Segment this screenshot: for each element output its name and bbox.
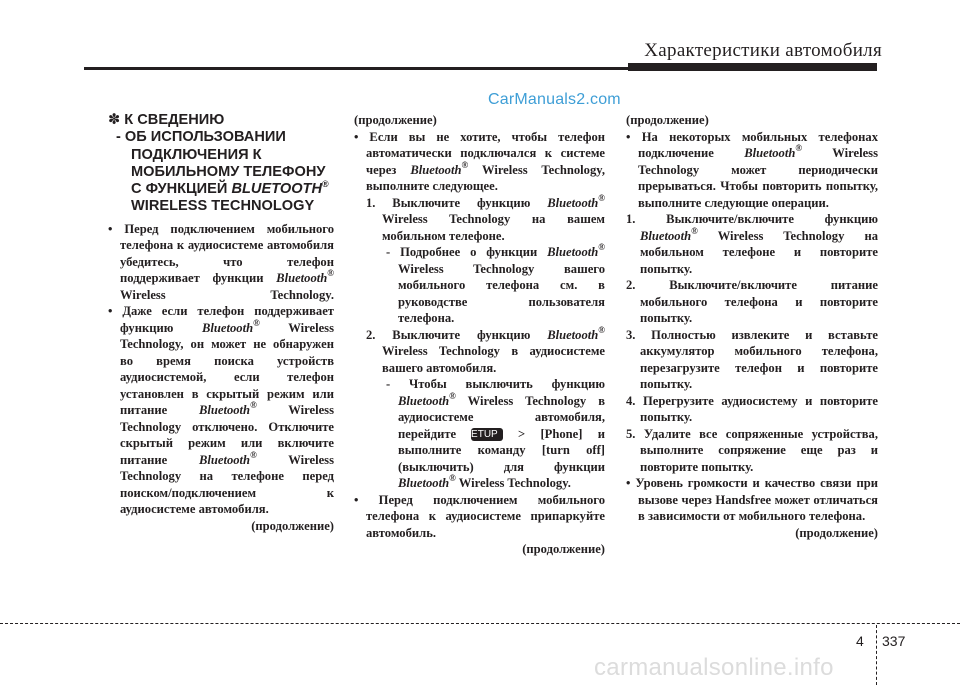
continued-label: (продолжение) xyxy=(251,518,334,533)
step-item: 1. Выключите функцию Bluetooth® Wireless Technology на вашем мобильном телефоне. xyxy=(366,192,606,243)
continued-label: (продолжение) xyxy=(795,525,878,540)
column-2 xyxy=(354,112,605,558)
column-3 xyxy=(626,112,878,541)
step-item: 4. Перегрузите аудиосистему и повторите попытку. xyxy=(626,393,878,424)
section-title: Характеристики автомобиля xyxy=(644,40,882,61)
chapter-number: 4 xyxy=(856,633,864,649)
step-detail: - Подробнее о функции Bluetooth® Wireless Technology вашего мобильного телефона см. в руководстве пользователя телефона. xyxy=(386,242,605,325)
watermark-bottom[interactable]: carmanualsonline.info xyxy=(594,654,834,681)
step-detail: - Чтобы выключить функцию Bluetooth® Wireless Technology в аудиосистеме автомобиля, перейдите SETUP > [Phone] и выполните команду [turn off] (выключить) для функции Bluetooth® Wireless Technology. xyxy=(386,377,606,490)
page-number: 337 xyxy=(882,633,906,649)
bullet-item: • Перед подключением мобильного телефона к аудиосистеме припаркуйте автомобиль. xyxy=(354,492,605,540)
header-rule xyxy=(84,67,877,70)
step-item: 3. Полностью извлеките и вставьте аккумулятор мобильного телефона, перезагрузите телефон и повторите попытку. xyxy=(626,327,878,391)
continued-label: (продолжение) xyxy=(522,542,605,556)
bullet-item: • Уровень громкости и качество связи при вызове через Handsfree может отличаться в зависимости от мобильного телефона. xyxy=(626,476,878,523)
bullet-item: • Даже если телефон поддерживает функцию Bluetooth® Wireless Technology, он может не обнаружен во время поиска устройств аудиосистемой, если телефон установлен в скрытый режим или питание Bluetooth® Wireless Technology отключено. Отключите скрытый режим или включите питание Bluetooth® Wireless Technology на телефоне перед поиском/подключением к аудиосистеме автомобиля. xyxy=(108,304,334,517)
note-heading: ✽ К СВЕДЕНИЮ - ОБ ИСПОЛЬЗОВАНИИ ПОДКЛЮЧЕНИЯ К МОБИЛЬНОМУ ТЕЛЕФОНУ С ФУНКЦИЕЙ BLUETOOTH® WIRELESS TECHNOLOGY xyxy=(108,112,329,215)
continued-label: (продолжение) xyxy=(354,113,437,127)
bullet-item: • На некоторых мобильных телефонах подключение Bluetooth® Wireless Technology может периодически прерываться. Чтобы повторить попытку, выполните следующие операции. xyxy=(626,129,878,210)
page-separator xyxy=(876,625,877,685)
column-1 xyxy=(108,112,334,534)
step-item: 2. Выключите/включите питание мобильного телефона и повторите попытку. xyxy=(626,278,878,325)
step-item: 5. Удалите все сопряженные устройства, выполните сопряжение еще раз и повторите попытку. xyxy=(626,426,878,474)
bullet-item: • Если вы не хотите, чтобы телефон автоматически подключался к системе через Bluetooth® Wireless Technology, выполните следующее. xyxy=(354,129,605,193)
step-item: 1. Выключите/включите функцию Bluetooth® Wireless Technology на мобильном телефоне и повторите попытку. xyxy=(626,212,878,276)
setup-button-badge: SETUP xyxy=(471,428,502,441)
footer-rule xyxy=(0,623,960,624)
continued-label: (продолжение) xyxy=(626,113,709,127)
bullet-item: • Перед подключением мобильного телефона к аудиосистеме автомобиля убедитесь, что телефон поддерживает функции Bluetooth® Wireless Technology. xyxy=(108,221,334,302)
step-item: 2. Выключите функцию Bluetooth® Wireless Technology в аудиосистеме вашего автомобиля. xyxy=(366,324,606,375)
note-star-icon: ✽ xyxy=(108,112,121,128)
watermark-top[interactable]: CarManuals2.com xyxy=(488,91,621,108)
